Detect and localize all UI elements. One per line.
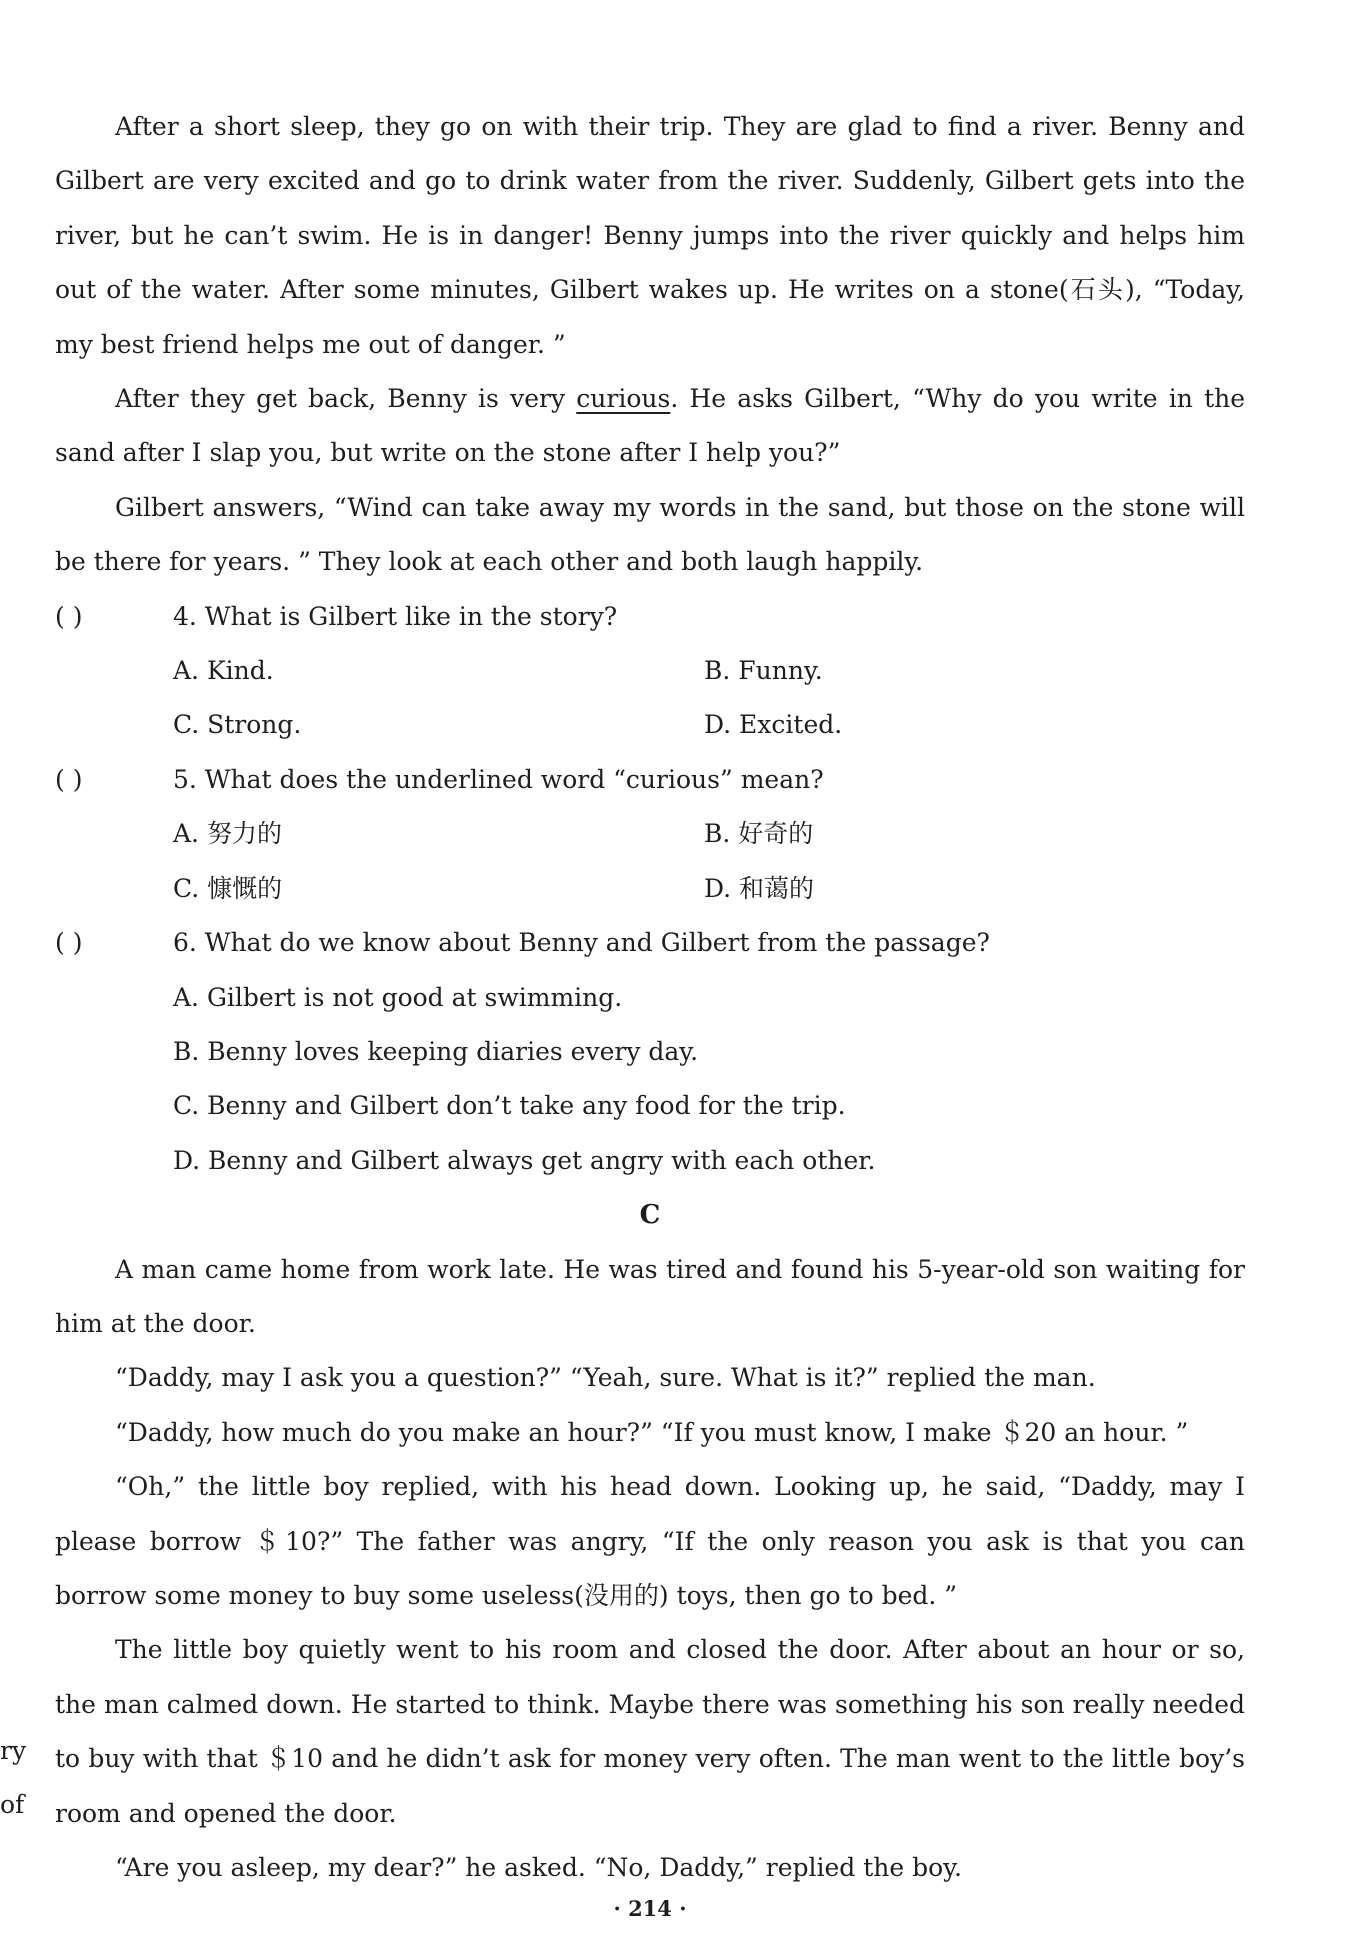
option-a: A. 努力的 (173, 819, 282, 849)
option-c: C. Strong. (173, 710, 302, 740)
passage-paragraph: After a short sleep, they go on with their trip. They are glad to find a river. Benny and Gilbert are very excited and go to drink water from the river. Suddenly, Gilbert gets into the river, but he can’t swim. He is in danger! Benny jumps into the river quickly and helps him out of the water. After some minutes, Gilbert wakes up. He writes on a stone(石头), “Today, my best friend helps me out of danger. ” (55, 112, 1245, 359)
option-d: D. Excited. (704, 710, 843, 740)
option-b: B. Benny loves keeping diaries every day. (173, 1036, 699, 1066)
question-4 (55, 590, 1245, 644)
option-b: B. Funny. (704, 656, 823, 686)
margin-fragment: of (0, 1790, 25, 1819)
answer-blank[interactable]: ( ) (55, 764, 83, 794)
passage-paragraph: “Daddy, how much do you make an hour?” “If you must know, I make ＄20 an hour. ” (115, 1417, 1189, 1447)
margin-fragment: ry (0, 1736, 27, 1765)
option-d: D. Benny and Gilbert always get angry with each other. (173, 1145, 876, 1175)
question-text: 5. What does the underlined word “curious” mean? (173, 764, 824, 794)
page-number: · 214 · (613, 1896, 687, 1921)
section-heading: C (639, 1200, 661, 1231)
option-a: A. Gilbert is not good at swimming. (173, 982, 623, 1012)
question-5 (55, 753, 1245, 807)
underlined-word: curious (576, 384, 671, 414)
passage-paragraph: “Are you asleep, my dear?” he asked. “No, Daddy,” replied the boy. (115, 1853, 962, 1882)
document-page (55, 100, 1245, 1895)
option-a: A. Kind. (173, 656, 274, 686)
text-run: . He asks Gilbert, “Why do you write in the sand after I slap you, but write on the stone after I help you?” (55, 384, 1246, 468)
passage-paragraph: “Oh,” the little boy replied, with his head down. Looking up, he said, “Daddy, may I please borrow ＄10?” The father was angry, “If the only reason you ask is that you can borrow some money to buy some useless(没用的) toys, then go to bed. ” (55, 1472, 1245, 1610)
option-c: C. 慷慨的 (173, 873, 283, 903)
option-d: D. 和蔼的 (704, 873, 815, 903)
option-b: B. 好奇的 (704, 819, 814, 849)
option-row (55, 644, 1245, 698)
answer-blank[interactable]: ( ) (55, 928, 83, 958)
question-text: 6. What do we know about Benny and Gilbert from the passage? (173, 928, 990, 958)
option-c: C. Benny and Gilbert don’t take any food for the trip. (173, 1091, 846, 1121)
passage-paragraph: A man came home from work late. He was tired and found his 5-year-old son waiting for him at the door. (55, 1254, 1245, 1338)
question-text: 4. What is Gilbert like in the story? (173, 601, 618, 631)
answer-blank[interactable]: ( ) (55, 601, 83, 631)
text-run: After they get back, Benny is very (115, 384, 577, 414)
passage-paragraph: The little boy quietly went to his room and closed the door. After about an hour or so, the man calmed down. He started to think. Maybe there was something his son really needed to buy with that ＄10 and he didn’t ask for money very often. The man went to the little boy’s room and opened the door. (55, 1635, 1245, 1828)
question-6 (55, 916, 1245, 970)
passage-paragraph: “Daddy, may I ask you a question?” “Yeah, sure. What is it?” replied the man. (115, 1363, 1096, 1393)
option-row (55, 698, 1245, 752)
passage-paragraph: Gilbert answers, “Wind can take away my words in the sand, but those on the stone will be there for years. ” They look at each other and both laugh happily. (55, 492, 1245, 577)
option-row (55, 862, 1245, 916)
option-row (55, 807, 1245, 861)
passage-paragraph-curious (55, 372, 1245, 481)
